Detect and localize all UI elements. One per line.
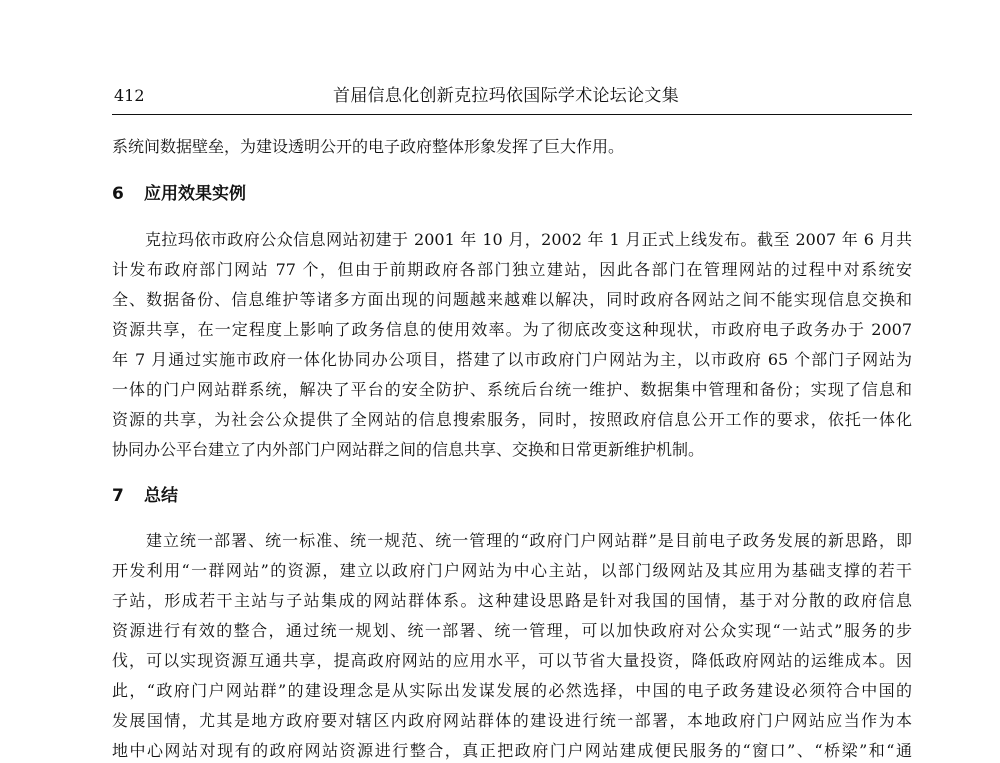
paragraph-line: 一体的门户网站群系统，解决了平台的安全防护、系统后台统一维护、数据集中管理和备份；实现了信息和 [112,380,912,399]
paragraph-line: 地中心网站对现有的政府网站资源进行整合，真正把政府门户网站建成便民服务的“窗口”、“桥梁”和“通 [112,741,912,760]
paragraph-line: 资源的共享，为社会公众提供了全网站的信息搜索服务，同时，按照政府信息公开工作的要求，依托一体化 [112,410,912,429]
paragraph-line: 发展国情，尤其是地方政府要对辖区内政府网站群体的建设进行统一部署，本地政府门户网站应当作为本 [112,711,912,730]
paragraph-line: 子站，形成若干主站与子站集成的网站群体系。这种建设思路是针对我国的国情，基于对分散的政府信息 [112,591,912,610]
paragraph-line: 计发布政府部门网站 77 个，但由于前期政府各部门独立建站，因此各部门在管理网站的过程中对系统安 [112,260,912,279]
section-6-title: 应用效果实例 [144,184,246,204]
section-7-number: 7 [112,486,124,506]
section-6-heading [112,183,246,205]
section-7-title: 总结 [144,486,178,506]
paragraph-line: 克拉玛依市政府公众信息网站初建于 2001 年 10 月，2002 年 1 月正式上线发布。截至 2007 年 6 月共 [112,230,912,249]
intro-line: 系统间数据壁垒，为建设透明公开的电子政府整体形象发挥了巨大作用。 [112,137,625,156]
paragraph-line: 建立统一部署、统一标准、统一规范、统一管理的“政府门户网站群”是目前电子政务发展的新思路，即 [112,531,912,550]
paragraph-line: 年 7 月通过实施市政府一体化协同办公项目，搭建了以市政府门户网站为主，以市政府 65 个部门子网站为 [112,350,912,369]
paragraph-line: 协同办公平台建立了内外部门户网站群之间的信息共享、交换和日常更新维护机制。 [112,440,705,459]
paragraph-line: 资源进行有效的整合，通过统一规划、统一部署、统一管理，可以加快政府对公众实现“一站式”服务的步 [112,621,912,640]
paragraph-line: 开发利用“一群网站”的资源，建立以政府门户网站为中心主站，以部门级网站及其应用为基础支撑的若干 [112,561,912,580]
paragraph-line: 资源共享，在一定程度上影响了政务信息的使用效率。为了彻底改变这种现状，市政府电子政务办于 2007 [112,320,912,339]
paragraph-line: 全、数据备份、信息维护等诸多方面出现的问题越来越难以解决，同时政府各网站之间不能实现信息交换和 [112,290,912,309]
page-number: 412 [114,86,145,105]
section-7-heading [112,485,178,507]
header-rule [112,114,912,115]
paragraph-line: 伐，可以实现资源互通共享，提高政府网站的应用水平，可以节省大量投资，降低政府网站的运维成本。因 [112,651,912,670]
paragraph-line: 此，“政府门户网站群”的建设理念是从实际出发谋发展的必然选择，中国的电子政务建设必须符合中国的 [112,681,912,700]
section-6-number: 6 [112,184,124,204]
running-title: 首届信息化创新克拉玛依国际学术论坛论文集 [333,86,679,106]
